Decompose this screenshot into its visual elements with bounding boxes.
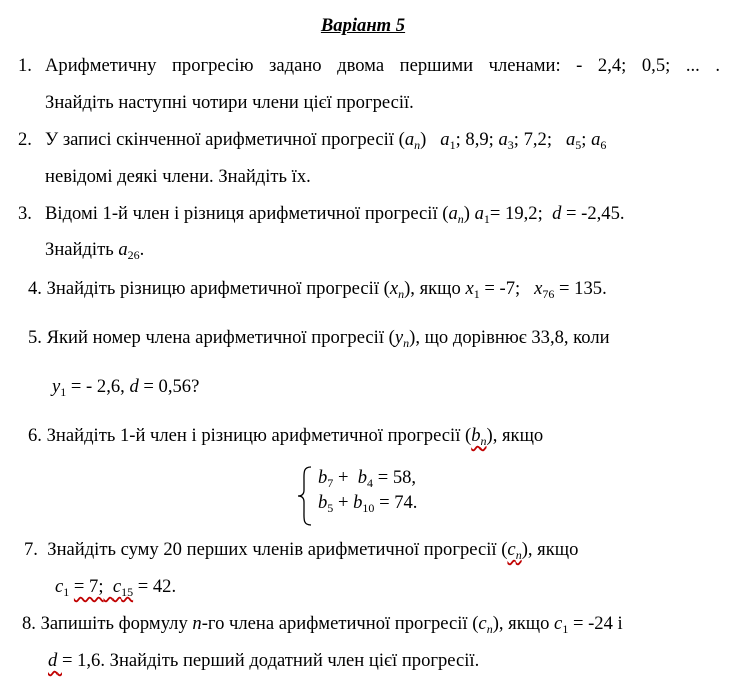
task-4-line-1: 4. Знайдіть різницю арифметичної прогресії $(x_n)$, якщо $x_1 = -7$; $x_{76} = 135$.	[28, 278, 607, 301]
system-equation-2: $b_5 + b_{10} = 74$.	[318, 492, 418, 515]
variant-title: Варіант 5	[320, 15, 406, 36]
task-2-number: 2.	[18, 129, 32, 150]
task-7-line-2: $c_1 = 7$; $c_{15} = 42$.	[55, 576, 177, 599]
task-3-line-1: Відомі 1-й член і різниця арифметичної прогресії $(a_n)$ $a_1= 19,2$; d = -2,45.	[45, 203, 625, 226]
task-1-line-1: Арифметичну прогресію задано двома першими членами: - 2,4; 0,5; ... .	[45, 55, 720, 76]
task-2-line-2: невідомі деякі члени. Знайдіть їх.	[45, 166, 311, 187]
task-8-line-2: d = 1,6. Знайдіть перший додатний член цієї прогресії.	[48, 650, 480, 671]
task-8-line-1: 8. Запишіть формулу n-го члена арифметичної прогресії $(c_n)$, якщо $c_1 = -24$ і	[22, 613, 623, 636]
system-equation-1: $b_7 + b_4 = 58$,	[318, 467, 417, 490]
task-3-number: 3.	[18, 203, 32, 224]
task-6-line-1: 6. Знайдіть 1-й член і різницю арифметичної прогресії $(b_n)$, якщо	[28, 425, 544, 448]
task-5-line-2: $y_1$ = - 2,6, d = 0,56?	[52, 376, 200, 399]
task-2-line-1: У записі скінченної арифметичної прогресії $(a_n)$ $a_1$; 8,9; $a_3$; 7,2; $a_5$; $a_6$	[45, 129, 607, 152]
task-7-line-1: 7. Знайдіть суму 20 перших членів арифметичної прогресії $(c_n)$, якщо	[24, 539, 579, 562]
task-1-line-2: Знайдіть наступні чотири члени цієї прогресії.	[45, 92, 414, 113]
system-brace	[295, 465, 315, 527]
task-3-line-2: Знайдіть $a_{26}$.	[45, 239, 145, 262]
task-5-line-1: 5. Який номер члена арифметичної прогресії $(y_n)$, що дорівнює 33,8, коли	[28, 327, 610, 350]
task-1-number: 1.	[18, 55, 32, 76]
